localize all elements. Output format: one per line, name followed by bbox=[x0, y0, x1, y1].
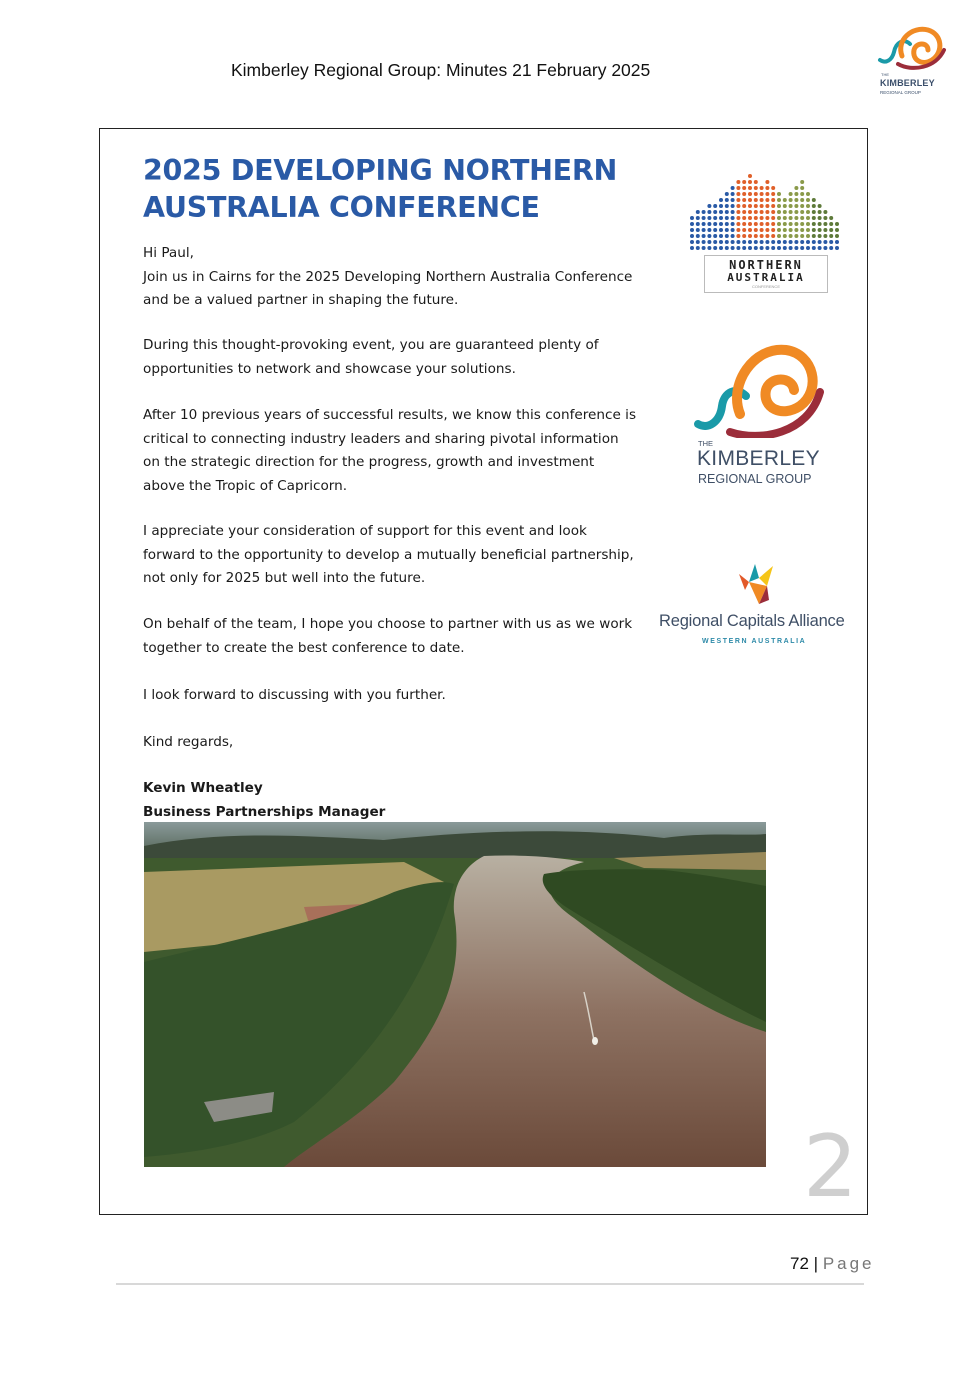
skyline-dot bbox=[702, 246, 706, 250]
skyline-dot bbox=[719, 222, 723, 226]
skyline-dot bbox=[835, 228, 839, 232]
skyline-dot bbox=[702, 234, 706, 238]
skyline-dot bbox=[713, 240, 717, 244]
skyline-dot bbox=[754, 216, 758, 220]
kimberley-logo-name: KIMBERLEY bbox=[697, 447, 820, 470]
skyline-dot bbox=[800, 222, 804, 226]
skyline-dot bbox=[713, 210, 717, 214]
skyline-dot bbox=[777, 198, 781, 202]
skyline-dot bbox=[719, 204, 723, 208]
skyline-dot bbox=[731, 192, 735, 196]
skyline-dot bbox=[719, 198, 723, 202]
skyline-dot bbox=[829, 228, 833, 232]
skyline-dot bbox=[707, 210, 711, 214]
signature-block bbox=[143, 777, 638, 824]
skyline-dot bbox=[783, 204, 787, 208]
skyline-dot bbox=[765, 246, 769, 250]
skyline-dot bbox=[806, 198, 810, 202]
skyline-dot bbox=[783, 210, 787, 214]
na-line3: CONFERENCE bbox=[751, 284, 780, 289]
skyline-dot bbox=[754, 228, 758, 232]
skyline-dot bbox=[748, 180, 752, 184]
skyline-dot bbox=[800, 240, 804, 244]
skyline-dot bbox=[731, 186, 735, 190]
skyline-dot bbox=[719, 228, 723, 232]
skyline-dot bbox=[696, 228, 700, 232]
document-title-line1: 2025 DEVELOPING NORTHERN bbox=[143, 154, 618, 187]
header-logo-name: KIMBERLEY bbox=[880, 78, 935, 88]
header-logo-sub: REGIONAL GROUP bbox=[880, 90, 921, 95]
kimberley-large-swirl-icon bbox=[690, 338, 830, 438]
skyline-dot bbox=[794, 186, 798, 190]
skyline-dot bbox=[829, 222, 833, 226]
skyline-dot bbox=[719, 240, 723, 244]
skyline-dot bbox=[736, 216, 740, 220]
skyline-dot bbox=[742, 192, 746, 196]
skyline-dot bbox=[812, 210, 816, 214]
skyline-dot bbox=[736, 246, 740, 250]
skyline-dot bbox=[742, 222, 746, 226]
skyline-dot bbox=[823, 246, 827, 250]
skyline-dot bbox=[713, 222, 717, 226]
skyline-dot bbox=[690, 240, 694, 244]
skyline-dot bbox=[731, 234, 735, 238]
kimberley-logo bbox=[690, 338, 830, 493]
skyline-dot bbox=[696, 210, 700, 214]
document-title-line2: AUSTRALIA CONFERENCE bbox=[143, 191, 540, 224]
skyline-dot bbox=[702, 210, 706, 214]
skyline-dot bbox=[812, 216, 816, 220]
skyline-dot bbox=[818, 228, 822, 232]
skyline-dot bbox=[754, 192, 758, 196]
skyline-dot bbox=[725, 216, 729, 220]
skyline-dot bbox=[771, 216, 775, 220]
skyline-dot bbox=[818, 234, 822, 238]
skyline-dot bbox=[777, 240, 781, 244]
skyline-dot bbox=[812, 222, 816, 226]
skyline-dot bbox=[789, 216, 793, 220]
skyline-dot bbox=[690, 234, 694, 238]
skyline-dot bbox=[771, 198, 775, 202]
skyline-dot bbox=[777, 192, 781, 196]
kimberley-logo-the: THE bbox=[698, 439, 713, 448]
skyline-dot bbox=[812, 204, 816, 208]
header-title: Kimberley Regional Group: Minutes 21 February 2025 bbox=[231, 60, 651, 80]
skyline-dot bbox=[806, 228, 810, 232]
skyline-dot bbox=[794, 228, 798, 232]
skyline-dot bbox=[765, 240, 769, 244]
skyline-dot bbox=[696, 216, 700, 220]
skyline-dot bbox=[754, 186, 758, 190]
skyline-dot bbox=[760, 192, 764, 196]
footer-page-number bbox=[790, 1254, 875, 1274]
skyline-dot bbox=[789, 234, 793, 238]
skyline-dot bbox=[794, 210, 798, 214]
northern-australia-logo bbox=[688, 160, 843, 320]
signer-title: Business Partnerships Manager bbox=[143, 803, 386, 820]
rca-star-icon bbox=[655, 560, 865, 610]
skyline-dot bbox=[725, 246, 729, 250]
skyline-dot bbox=[690, 228, 694, 232]
skyline-dot bbox=[777, 216, 781, 220]
skyline-dot bbox=[731, 228, 735, 232]
skyline-dot bbox=[771, 222, 775, 226]
skyline-dot bbox=[702, 228, 706, 232]
skyline-dot bbox=[725, 192, 729, 196]
skyline-dot bbox=[818, 210, 822, 214]
skyline-dot bbox=[783, 222, 787, 226]
skyline-dot bbox=[765, 222, 769, 226]
skyline-dot bbox=[800, 192, 804, 196]
skyline-dot bbox=[812, 198, 816, 202]
skyline-dot bbox=[794, 198, 798, 202]
skyline-dot bbox=[771, 228, 775, 232]
skyline-dot bbox=[754, 234, 758, 238]
skyline-dot bbox=[789, 222, 793, 226]
skyline-dot bbox=[806, 192, 810, 196]
regional-capitals-alliance-logo bbox=[655, 560, 865, 655]
skyline-dot bbox=[823, 234, 827, 238]
skyline-dot bbox=[765, 186, 769, 190]
skyline-dot bbox=[725, 198, 729, 202]
skyline-dot bbox=[777, 228, 781, 232]
skyline-dot bbox=[760, 216, 764, 220]
skyline-dot bbox=[789, 228, 793, 232]
skyline-dot bbox=[731, 240, 735, 244]
skyline-dot bbox=[806, 222, 810, 226]
header-logo-the: THE bbox=[881, 72, 889, 77]
skyline-dot bbox=[777, 210, 781, 214]
skyline-dot bbox=[765, 234, 769, 238]
na-line1: NORTHERN bbox=[729, 258, 803, 272]
skyline-dot bbox=[829, 240, 833, 244]
kimberley-swirl-icon bbox=[872, 20, 952, 80]
skyline-dot bbox=[713, 204, 717, 208]
skyline-dot bbox=[742, 216, 746, 220]
skyline-dot bbox=[754, 222, 758, 226]
skyline-dot bbox=[823, 222, 827, 226]
skyline-dot bbox=[731, 210, 735, 214]
greeting: Hi Paul, bbox=[143, 245, 194, 261]
skyline-dot bbox=[748, 174, 752, 178]
skyline-dot bbox=[789, 204, 793, 208]
skyline-dot bbox=[731, 222, 735, 226]
skyline-dot bbox=[736, 210, 740, 214]
skyline-dot bbox=[783, 228, 787, 232]
skyline-dot bbox=[748, 186, 752, 190]
skyline-dot bbox=[806, 210, 810, 214]
skyline-dot bbox=[742, 246, 746, 250]
skyline-dot bbox=[835, 240, 839, 244]
skyline-dot bbox=[748, 192, 752, 196]
skyline-dot bbox=[806, 234, 810, 238]
skyline-dot bbox=[760, 198, 764, 202]
skyline-dot bbox=[748, 198, 752, 202]
skyline-dot bbox=[760, 234, 764, 238]
skyline-dot bbox=[760, 228, 764, 232]
skyline-dot bbox=[742, 240, 746, 244]
skyline-dot bbox=[829, 216, 833, 220]
skyline-dot bbox=[771, 210, 775, 214]
skyline-dot bbox=[719, 216, 723, 220]
skyline-dot bbox=[760, 210, 764, 214]
skyline-dot bbox=[765, 228, 769, 232]
skyline-dot bbox=[719, 210, 723, 214]
skyline-dot bbox=[794, 246, 798, 250]
skyline-dot bbox=[731, 198, 735, 202]
paragraph-5: On behalf of the team, I hope you choose to partner with us as we work together to create the best conference to date. bbox=[143, 616, 633, 656]
paragraph-3: After 10 previous years of successful results, we know this conference is critical to connecting industry leaders and sharing pivotal information on the strategic direction for the progress, growth and investment above the Tropic of Capricorn. bbox=[143, 407, 637, 494]
skyline-dot bbox=[713, 234, 717, 238]
skyline-dot bbox=[742, 228, 746, 232]
skyline-dot bbox=[783, 240, 787, 244]
skyline-dot bbox=[789, 210, 793, 214]
skyline-dot bbox=[800, 204, 804, 208]
skyline-dot bbox=[771, 240, 775, 244]
kimberley-logo-sub: REGIONAL GROUP bbox=[698, 472, 812, 486]
skyline-dot bbox=[742, 234, 746, 238]
skyline-dot bbox=[823, 240, 827, 244]
skyline-dot bbox=[748, 246, 752, 250]
dot-skyline-icon bbox=[688, 160, 843, 255]
skyline-dot bbox=[725, 222, 729, 226]
skyline-dot bbox=[725, 240, 729, 244]
skyline-dot bbox=[829, 234, 833, 238]
skyline-dot bbox=[794, 240, 798, 244]
skyline-dot bbox=[783, 234, 787, 238]
skyline-dot bbox=[765, 180, 769, 184]
paragraph-1: Join us in Cairns for the 2025 Developing Northern Australia Conference and be a valued partner in shaping the future. bbox=[143, 268, 633, 308]
skyline-dot bbox=[754, 198, 758, 202]
skyline-dot bbox=[702, 216, 706, 220]
skyline-dot bbox=[754, 210, 758, 214]
skyline-dot bbox=[812, 240, 816, 244]
skyline-dot bbox=[818, 204, 822, 208]
skyline-dot bbox=[707, 204, 711, 208]
skyline-dot bbox=[806, 240, 810, 244]
skyline-dot bbox=[754, 180, 758, 184]
skyline-dot bbox=[835, 222, 839, 226]
page-word: Page bbox=[822, 1254, 875, 1273]
page-separator: | bbox=[813, 1254, 819, 1273]
skyline-dot bbox=[719, 246, 723, 250]
skyline-dot bbox=[760, 204, 764, 208]
skyline-dot bbox=[696, 222, 700, 226]
skyline-dot bbox=[783, 246, 787, 250]
skyline-dot bbox=[806, 204, 810, 208]
skyline-dot bbox=[736, 198, 740, 202]
skyline-dot bbox=[823, 216, 827, 220]
skyline-dot bbox=[725, 234, 729, 238]
skyline-dot bbox=[707, 222, 711, 226]
skyline-dot bbox=[818, 216, 822, 220]
paragraph-2: During this thought-provoking event, you are guaranteed plenty of opportunities to network and showcase your solutions. bbox=[143, 337, 599, 377]
skyline-dot bbox=[742, 198, 746, 202]
skyline-dot bbox=[742, 186, 746, 190]
closing: Kind regards, bbox=[143, 734, 234, 750]
skyline-dot bbox=[794, 204, 798, 208]
skyline-dot bbox=[731, 216, 735, 220]
skyline-dot bbox=[823, 228, 827, 232]
skyline-dot bbox=[812, 246, 816, 250]
letter-intro bbox=[143, 242, 638, 313]
na-line2: AUSTRALIA bbox=[727, 271, 805, 284]
paragraph-6: I look forward to discussing with you further. bbox=[143, 687, 446, 703]
skyline-dot bbox=[736, 222, 740, 226]
skyline-dot bbox=[789, 198, 793, 202]
skyline-dot bbox=[771, 246, 775, 250]
page-number: 72 bbox=[790, 1254, 809, 1273]
skyline-dot bbox=[702, 222, 706, 226]
skyline-dot bbox=[760, 186, 764, 190]
skyline-dot bbox=[690, 216, 694, 220]
skyline-dot bbox=[829, 246, 833, 250]
skyline-dot bbox=[696, 240, 700, 244]
skyline-dot bbox=[765, 198, 769, 202]
paragraph-4: I appreciate your consideration of support for this event and look forward to the opportunity to develop a mutually beneficial partnership, not only for 2025 but well into the future. bbox=[143, 523, 634, 586]
skyline-dot bbox=[754, 240, 758, 244]
skyline-dot bbox=[748, 240, 752, 244]
skyline-dot bbox=[794, 222, 798, 226]
skyline-dot bbox=[736, 228, 740, 232]
rca-sub: WESTERN AUSTRALIA bbox=[702, 638, 807, 645]
skyline-dot bbox=[760, 246, 764, 250]
skyline-dot bbox=[748, 222, 752, 226]
skyline-dot bbox=[690, 222, 694, 226]
skyline-dot bbox=[713, 246, 717, 250]
skyline-dot bbox=[800, 198, 804, 202]
skyline-dot bbox=[794, 192, 798, 196]
skyline-dot bbox=[818, 222, 822, 226]
skyline-dot bbox=[736, 192, 740, 196]
skyline-dot bbox=[748, 204, 752, 208]
skyline-dot bbox=[702, 240, 706, 244]
skyline-dot bbox=[800, 216, 804, 220]
skyline-dot bbox=[800, 210, 804, 214]
skyline-dot bbox=[754, 204, 758, 208]
skyline-dot bbox=[789, 246, 793, 250]
skyline-dot bbox=[748, 216, 752, 220]
skyline-dot bbox=[713, 216, 717, 220]
skyline-dot bbox=[771, 234, 775, 238]
northern-australia-wordmark bbox=[704, 255, 828, 293]
skyline-dot bbox=[777, 222, 781, 226]
skyline-dot bbox=[760, 222, 764, 226]
skyline-dot bbox=[800, 234, 804, 238]
skyline-dot bbox=[765, 210, 769, 214]
skyline-dot bbox=[748, 228, 752, 232]
skyline-dot bbox=[800, 180, 804, 184]
skyline-dot bbox=[696, 246, 700, 250]
skyline-dot bbox=[719, 234, 723, 238]
skyline-dot bbox=[707, 216, 711, 220]
skyline-dot bbox=[835, 234, 839, 238]
skyline-dot bbox=[690, 246, 694, 250]
kimberley-header-logo bbox=[872, 20, 952, 100]
skyline-dot bbox=[777, 246, 781, 250]
skyline-dot bbox=[725, 228, 729, 232]
skyline-dot bbox=[725, 210, 729, 214]
skyline-dot bbox=[713, 228, 717, 232]
skyline-dot bbox=[812, 234, 816, 238]
skyline-dot bbox=[742, 210, 746, 214]
skyline-dot bbox=[707, 246, 711, 250]
skyline-dot bbox=[736, 186, 740, 190]
skyline-dot bbox=[818, 240, 822, 244]
skyline-dot bbox=[748, 210, 752, 214]
skyline-dot bbox=[800, 246, 804, 250]
skyline-dot bbox=[736, 180, 740, 184]
skyline-dot bbox=[789, 192, 793, 196]
skyline-dot bbox=[707, 240, 711, 244]
skyline-dot bbox=[731, 204, 735, 208]
skyline-dot bbox=[742, 204, 746, 208]
skyline-dot bbox=[771, 192, 775, 196]
skyline-dot bbox=[760, 240, 764, 244]
skyline-dot bbox=[765, 204, 769, 208]
page-marker: 2 bbox=[803, 1117, 858, 1217]
skyline-dot bbox=[771, 186, 775, 190]
skyline-dot bbox=[823, 210, 827, 214]
skyline-dot bbox=[725, 204, 729, 208]
skyline-dot bbox=[783, 198, 787, 202]
skyline-dot bbox=[783, 216, 787, 220]
skyline-dot bbox=[812, 228, 816, 232]
footer-divider bbox=[116, 1283, 864, 1285]
skyline-dot bbox=[800, 186, 804, 190]
document-title bbox=[143, 152, 663, 226]
skyline-dot bbox=[765, 192, 769, 196]
rca-name: Regional Capitals Alliance bbox=[659, 612, 845, 630]
skyline-dot bbox=[696, 234, 700, 238]
skyline-dot bbox=[789, 240, 793, 244]
skyline-dot bbox=[794, 234, 798, 238]
skyline-dot bbox=[748, 234, 752, 238]
skyline-dot bbox=[818, 246, 822, 250]
skyline-dot bbox=[731, 246, 735, 250]
skyline-dot bbox=[765, 216, 769, 220]
skyline-dot bbox=[736, 204, 740, 208]
skyline-dot bbox=[771, 204, 775, 208]
skyline-dot bbox=[754, 246, 758, 250]
skyline-dot bbox=[794, 216, 798, 220]
skyline-dot bbox=[800, 228, 804, 232]
river-aerial-photo bbox=[144, 822, 766, 1167]
skyline-dot bbox=[806, 216, 810, 220]
skyline-dot bbox=[736, 240, 740, 244]
skyline-dot bbox=[806, 246, 810, 250]
skyline-dot bbox=[707, 234, 711, 238]
skyline-dot bbox=[777, 234, 781, 238]
skyline-dot bbox=[707, 228, 711, 232]
skyline-dot bbox=[835, 246, 839, 250]
skyline-dot bbox=[742, 180, 746, 184]
skyline-dot bbox=[777, 204, 781, 208]
skyline-dot bbox=[736, 234, 740, 238]
signer-name: Kevin Wheatley bbox=[143, 780, 263, 796]
